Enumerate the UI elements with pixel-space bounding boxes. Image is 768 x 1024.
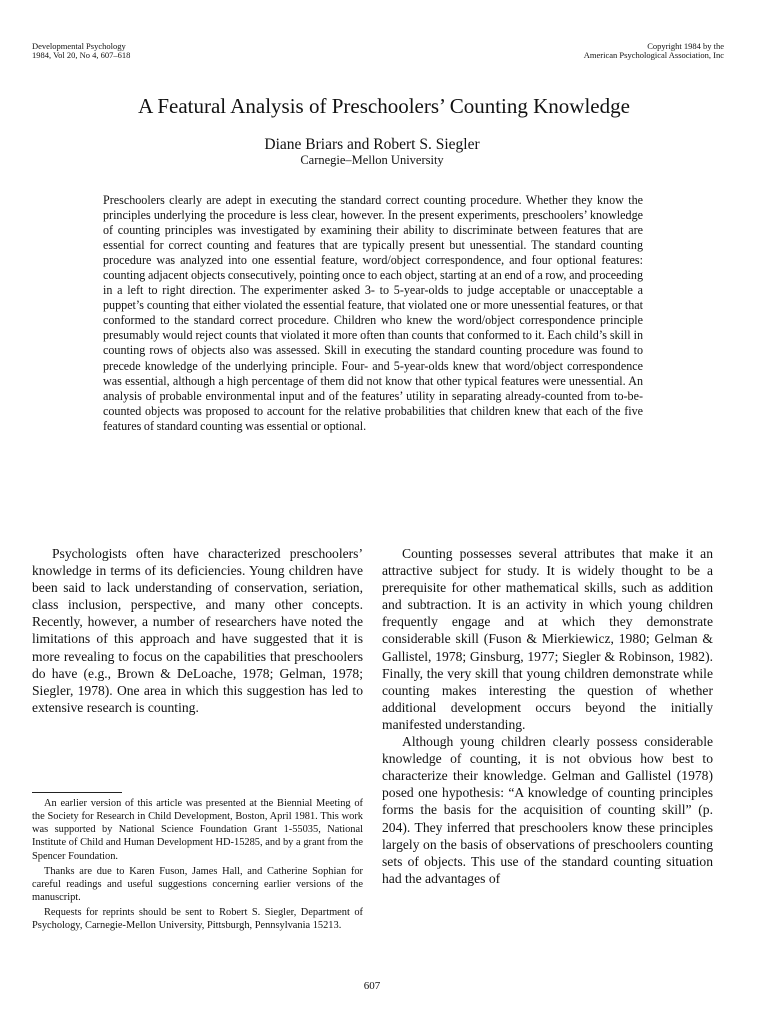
copyright-header xyxy=(584,42,724,60)
body-paragraph: Counting possesses several attributes that make it an attractive subject for study. It is widely thought to be a prerequisite for other mathematical skills, such as addition and subtraction. It is an activity in which young children frequently engage and at which they demonstrate considerable skill (Fuson & Mierkiewicz, 1980; Gelman & Gallistel, 1978; Ginsburg, 1977; Siegler & Robinson, 1982). Finally, the very skill that young children demonstrate while counting makes interesting the question of whether additional development occurs beyond the initially manifested understanding. xyxy=(382,546,713,732)
body-paragraph: Although young children clearly possess considerable knowledge of counting, it is not obvious how best to characterize their knowledge. Gelman and Gallistel (1978) posed one hypothesis: “A knowledge of counting principles forms the basis for the acquisition of counting skill” (p. 204). They inferred that preschoolers know these principles largely on the basis of observations of preschoolers counting sets of objects. This use of the standard counting situation had the advantages of xyxy=(382,734,713,886)
footnote: Requests for reprints should be sent to Robert S. Siegler, Department of Psychology, Carnegie-Mellon University, Pittsburgh, Pennsylvania 15213. xyxy=(32,907,363,932)
copyright-line: Copyright 1984 by the xyxy=(647,41,724,51)
footnote: An earlier version of this article was presented at the Biennial Meeting of the Society for Research in Child Development, Boston, April 1981. This work was supported by National Science Foundation Grant 1-55035, National Institute of Child and Human Development HD-15285, and by a grant from the Spencer Foundation. xyxy=(32,798,363,862)
body-column-right xyxy=(382,545,713,887)
publisher-line: American Psychological Association, Inc xyxy=(583,50,724,60)
body-paragraph: Psychologists often have characterized preschoolers’ knowledge in terms of its deficiencies. Young children have been said to lack understanding of conservation, seriation, class inclusion, perspective, and many other concepts. Recently, however, a number of researchers have noted the limitations of this approach and have suggested that it is more revealing to focus on the capabilities that preschoolers do have (e.g., Brown & DeLoache, 1978; Gelman, 1978; Siegler, 1978). One area in which this suggestion has led to extensive research is counting. xyxy=(32,546,363,715)
journal-header xyxy=(32,42,130,60)
footnote: Thanks are due to Karen Fuson, James Hall, and Catherine Sophian for careful readings and useful suggestions concerning earlier versions of the manuscript. xyxy=(32,865,363,904)
journal-name: Developmental Psychology xyxy=(32,41,126,51)
page-number: 607 xyxy=(363,980,381,992)
author-affiliation: Carnegie–Mellon University xyxy=(300,153,444,167)
footnotes xyxy=(32,797,363,935)
body-column-left xyxy=(32,545,363,716)
author-names: Diane Briars and Robert S. Siegler xyxy=(264,136,480,153)
journal-citation: 1984, Vol 20, No 4, 607–618 xyxy=(32,50,131,60)
footnote-divider xyxy=(32,792,122,793)
article-title: A Featural Analysis of Preschoolers’ Counting Knowledge xyxy=(138,94,630,118)
abstract: Preschoolers clearly are adept in executing the standard correct counting procedure. Whether they know the principles underlying the procedure is less clear, however. In the present experiments, preschoolers’ knowledge of counting principles was investigated by examining their ability to discriminate between features that are essential for correct counting and features that are typically present but unessential. The standard counting procedure was analyzed into one essential feature, word/object correspondence, and four optional features: counting adjacent objects consecutively, pointing once to each object, starting at an end of a row, and proceeding in a left to right direction. The experimenter asked 3- to 5-year-olds to judge acceptable or unacceptable a puppet’s counting that either violated the essential feature, that violated one or more unessential features, or that conformed to the standard correct procedure. Children who knew the word/object correspondence principle presumably would reject counts that violated it more often than counts that conformed to it. Each child’s skill in counting rows of objects also was assessed. Skill in executing the standard counting procedure was found to precede knowledge of the underlying principle. Four- and 5-year-olds knew that word/object correspondence was essential, although a high percentage of them did not know that other typical features were unessential. An analysis of probable environmental input and of the features’ utility in separating already-counted from to-be-counted objects was proposed to account for the relative probabilities that children knew that each of the five features of standard counting was essential or optional. xyxy=(103,193,643,433)
